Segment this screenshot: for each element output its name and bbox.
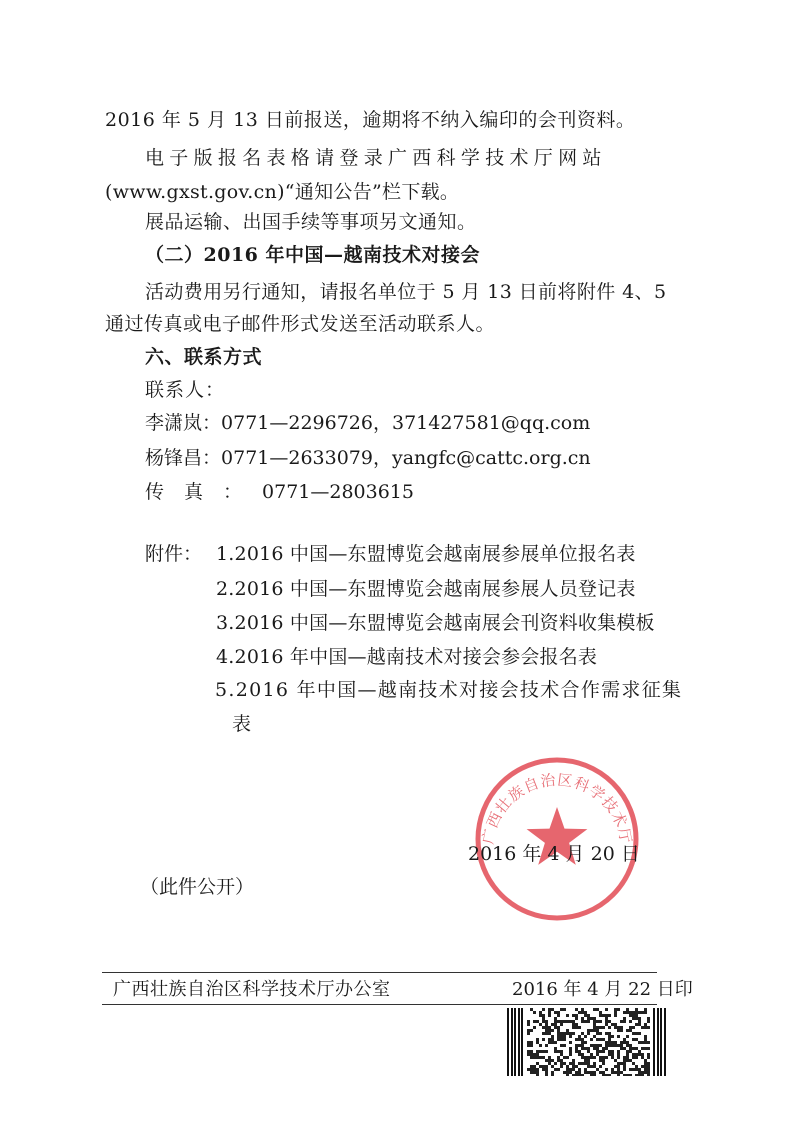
contact-name: 杨锋昌： xyxy=(145,447,222,469)
attachments-label: 附件： xyxy=(145,543,203,565)
footer-issuer: 广西壮族自治区科学技术厅办公室 xyxy=(113,979,391,1000)
fee-notice-line-1: 活动费用另行通知，请报名单位于 5 月 13 日前将附件 4、5 xyxy=(145,281,667,303)
attachment-item: 5.2016 年中国—越南技术对接会技术合作需求征集 xyxy=(215,679,683,701)
contact-details: 0771—2296726，371427581@qq.com xyxy=(221,412,591,434)
seal-text: 广西壮族自治区科学技术厅 xyxy=(478,770,636,846)
contact-row xyxy=(145,411,590,435)
fax-label: 传真： xyxy=(145,481,263,503)
disclosure-note: （此件公开） xyxy=(140,876,255,898)
document-barcode xyxy=(507,1008,667,1076)
fax-row xyxy=(145,480,414,504)
signature-date: 2016 年 4 月 20 日 xyxy=(468,843,640,865)
fax-number: 0771—2803615 xyxy=(262,481,414,503)
attachment-item: 4.2016 年中国—越南技术对接会参会报名表 xyxy=(216,646,598,668)
attachment-item: 1.2016 中国—东盟博览会越南展参展单位报名表 xyxy=(216,543,636,565)
download-instruction-line-1: 电子版报名表格请登录广西科学技术厅网站 xyxy=(145,147,607,169)
footer-print-date: 2016 年 4 月 22 日印 xyxy=(512,979,693,1000)
attachment-item: 2.2016 中国—东盟博览会越南展参展人员登记表 xyxy=(216,578,636,600)
contact-row xyxy=(145,446,591,470)
contact-details: 0771—2633079，yangfc@cattc.org.cn xyxy=(221,447,591,469)
fee-notice-line-2: 通过传真或电子邮件形式发送至活动联系人。 xyxy=(105,313,496,335)
attachment-item-continued: 表 xyxy=(232,713,252,735)
exhibit-notice: 展品运输、出国手续等事项另文通知。 xyxy=(145,211,477,233)
official-seal-stamp xyxy=(473,755,641,923)
contact-persons-label: 联系人： xyxy=(145,379,226,401)
continued-paragraph-line: 2016 年 5 月 13 日前报送，逾期将不纳入编印的会刊资料。 xyxy=(105,109,636,131)
section-heading-tech-matchmaking: （二）2016 年中国—越南技术对接会 xyxy=(145,244,480,266)
contact-name: 李潇岚： xyxy=(145,412,222,434)
download-instruction-line-2: (www.gxst.gov.cn)“通知公告”栏下载。 xyxy=(105,181,460,203)
footer-top-rule xyxy=(102,972,657,973)
attachment-item: 3.2016 中国—东盟博览会越南展会刊资料收集模板 xyxy=(216,612,655,634)
footer-bottom-rule xyxy=(102,1004,657,1005)
section-heading-contact: 六、联系方式 xyxy=(145,346,263,368)
